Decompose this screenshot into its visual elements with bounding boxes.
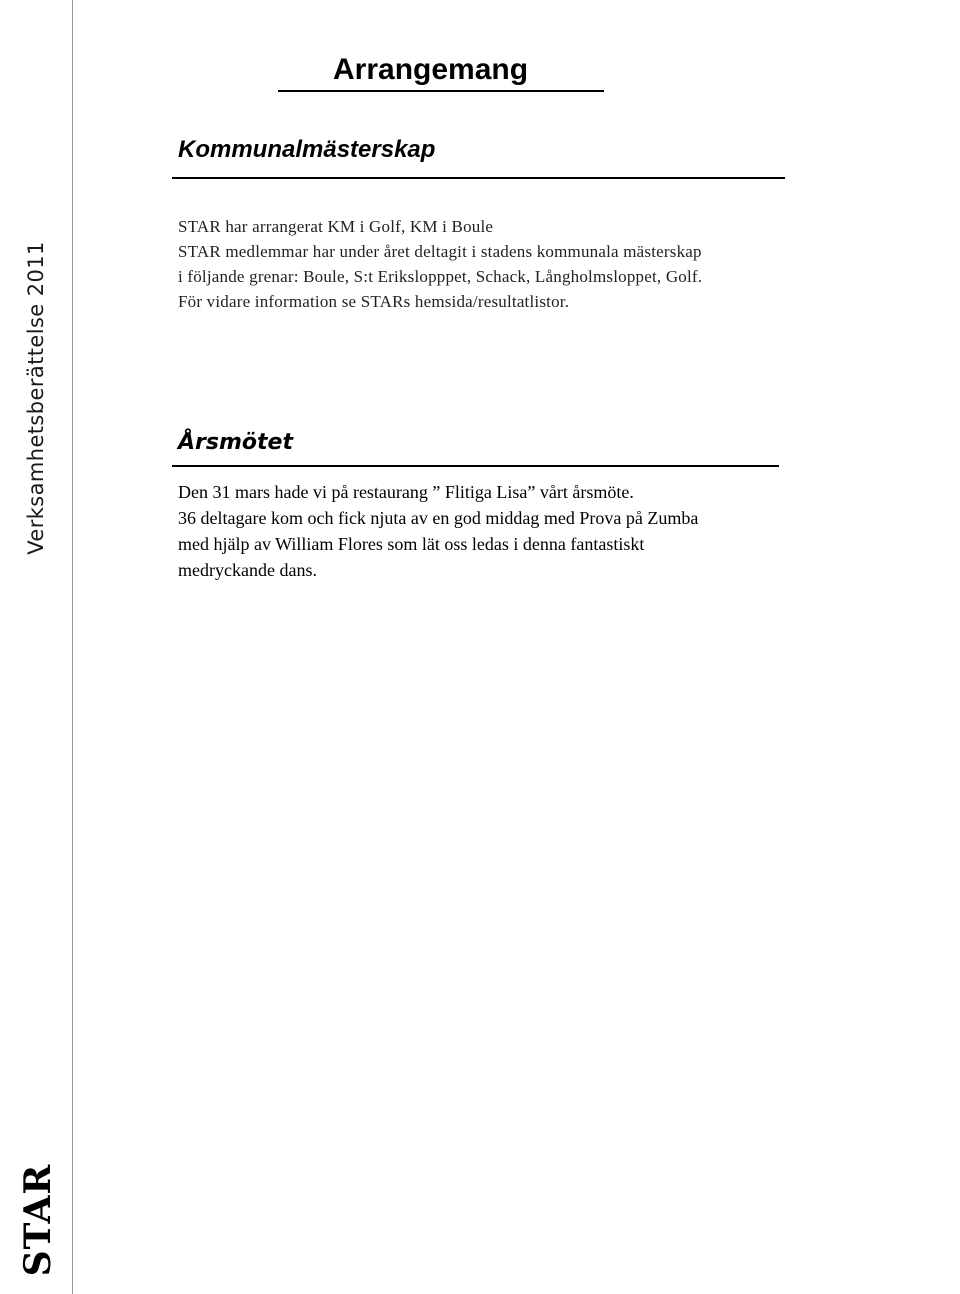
page-title: Arrangemang — [333, 53, 529, 86]
sidebar-divider — [72, 0, 73, 1294]
paragraph-line: i följande grenar: Boule, S:t Erikslopppet, Schack, Långholmsloppet, Golf. — [178, 267, 703, 286]
paragraph-line: STAR medlemmar har under året deltagit i stadens kommunala mästerskap — [178, 242, 702, 261]
paragraph-line: med hjälp av William Flores som lät oss ledas i denna fantastiskt — [178, 534, 645, 554]
paragraph-line: medryckande dans. — [178, 560, 317, 580]
star-logo: STAR — [17, 1163, 59, 1277]
section-divider — [172, 465, 779, 467]
section-heading-arsmotet: Årsmötet — [178, 430, 293, 455]
paragraph-line: STAR har arrangerat KM i Golf, KM i Boule — [178, 217, 494, 236]
page-title-underline — [278, 50, 604, 92]
paragraph-line: 36 deltagare kom och fick njuta av en god middag med Prova på Zumba — [178, 508, 699, 528]
arsmotet-paragraph — [178, 479, 778, 583]
kommunalmasterskap-paragraph — [178, 214, 788, 314]
section-divider — [172, 177, 785, 179]
paragraph-line: För vidare information se STARs hemsida/resultatlistor. — [178, 292, 570, 311]
paragraph-line: Den 31 mars hade vi på restaurang ” Flitiga Lisa” vårt årsmöte. — [178, 482, 634, 502]
sidebar-title: Verksamhetsberättelse 2011 — [24, 241, 48, 555]
section-heading-kommunalmasterskap: Kommunalmästerskap — [178, 136, 436, 163]
